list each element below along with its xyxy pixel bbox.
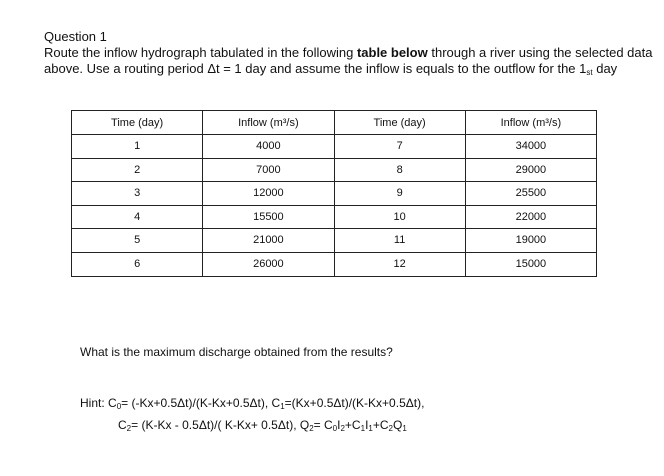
hint-label: Hint: C [80, 396, 117, 410]
table-cell: 11 [334, 229, 465, 253]
table-cell: 6 [72, 252, 203, 276]
hint-line-1 [80, 396, 424, 411]
table-cell: 21000 [203, 229, 334, 253]
hint-q2-term: +C [344, 418, 361, 432]
table-cell: 5 [72, 229, 203, 253]
question-text-part3: day [592, 61, 618, 76]
table-cell: 4 [72, 205, 203, 229]
table-cell: 10 [334, 205, 465, 229]
subscript: 2 [126, 424, 132, 433]
question-text-part1: Route the inflow hydrograph tabulated in the following [44, 45, 357, 60]
subscript: 0 [332, 424, 338, 433]
hint-q2-term: I [365, 418, 369, 432]
column-header: Inflow (m³/s) [465, 111, 596, 135]
question-text-part2: through a river using the selected data above. Use a routing period Δt = 1 day and assume the inflow is equals to the outflow for the 1 [44, 45, 653, 76]
table-cell: 4000 [203, 135, 334, 159]
table-cell: 8 [334, 158, 465, 182]
table-cell: 1 [72, 135, 203, 159]
hint-q2-term: I [337, 418, 341, 432]
table-cell: 22000 [465, 205, 596, 229]
column-header: Inflow (m³/s) [203, 111, 334, 135]
hint-q2-expression: = C [313, 418, 333, 432]
subscript: 1 [280, 402, 285, 411]
table-cell: 29000 [465, 158, 596, 182]
table-header-row [72, 111, 597, 135]
column-header: Time (day) [72, 111, 203, 135]
table-cell: 7000 [203, 158, 334, 182]
table-row [72, 229, 597, 253]
question-title: Question 1 [44, 29, 107, 44]
inflow-hydrograph-table [71, 110, 597, 277]
subscript: 2 [388, 424, 393, 433]
table-cell: 9 [334, 182, 465, 206]
question-text-bold: table below [356, 45, 428, 60]
table-cell: 12000 [203, 182, 334, 206]
subscript: 2 [309, 424, 314, 433]
subscript: 1 [402, 424, 407, 433]
column-header: Time (day) [334, 111, 465, 135]
question-prompt: What is the maximum discharge obtained from the results? [80, 345, 393, 359]
table-row [72, 158, 597, 182]
table-cell: 12 [334, 252, 465, 276]
table-cell: 7 [334, 135, 465, 159]
table-cell: 15000 [465, 252, 596, 276]
table-cell: 25500 [465, 182, 596, 206]
question-text-ordinal: st [586, 68, 593, 77]
table-cell: 2 [72, 158, 203, 182]
hint-q2-term: Q [393, 418, 403, 432]
hint-q2-term: +C [372, 418, 389, 432]
table-cell: 34000 [465, 135, 596, 159]
question-text [44, 45, 654, 81]
hint-c1-expression: =(Kx+0.5Δt)/(K-Kx+0.5Δt), [284, 396, 425, 410]
table-row [72, 135, 597, 159]
table-cell: 26000 [203, 252, 334, 276]
hint-c2-label: C [118, 418, 127, 432]
table-cell: 15500 [203, 205, 334, 229]
subscript: 1 [360, 424, 366, 433]
table-cell: 3 [72, 182, 203, 206]
hint-line-2 [118, 418, 407, 433]
table-row [72, 205, 597, 229]
subscript: 1 [368, 424, 373, 433]
hint-c0-expression: = (-Kx+0.5Δt)/(K-Kx+0.5Δt), C [121, 396, 281, 410]
subscript: 0 [116, 402, 122, 411]
hint-c2-expression: = (K-Kx - 0.5Δt)/( K-Kx+ 0.5Δt), Q [131, 418, 310, 432]
table-row [72, 182, 597, 206]
subscript: 2 [340, 424, 345, 433]
table-cell: 19000 [465, 229, 596, 253]
table-row [72, 252, 597, 276]
